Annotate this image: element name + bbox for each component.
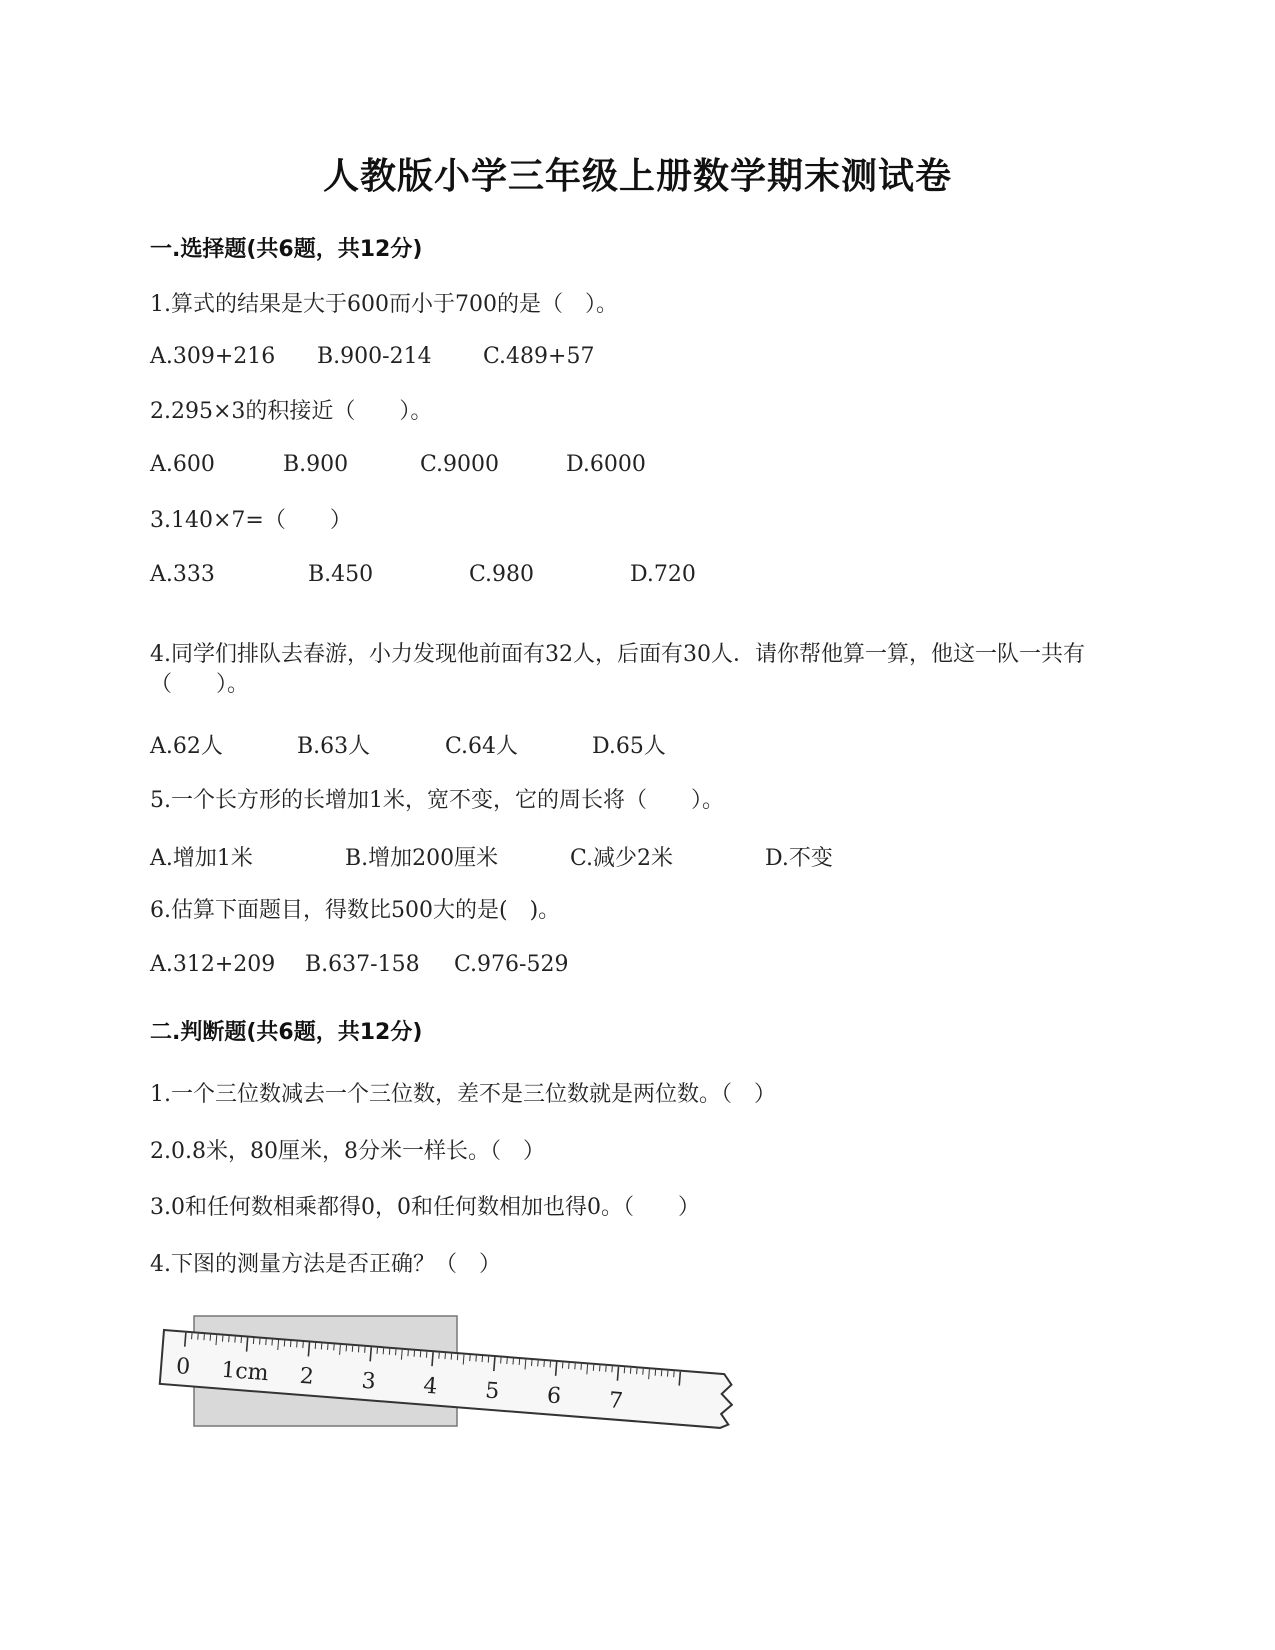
ruler-tick — [679, 1372, 680, 1386]
ruler-measurement-figure — [150, 1310, 770, 1440]
option-2c: C.9000 — [420, 452, 500, 477]
option-3c: C.980 — [469, 562, 535, 587]
judgment-3: 3.0和任何数相乘都得0，0和任何数相加也得0。（ ） — [150, 1195, 700, 1220]
judgment-1: 1.一个三位数减去一个三位数，差不是三位数就是两位数。（ ） — [150, 1082, 776, 1107]
ruler-label-1cm: 1cm — [220, 1357, 270, 1387]
option-6b: B.637-158 — [305, 952, 420, 977]
ruler-tick — [432, 1352, 433, 1366]
option-6a: A.312+209 — [150, 952, 276, 977]
judgment-4: 4.下图的测量方法是否正确？（ ） — [150, 1252, 501, 1277]
page-title: 人教版小学三年级上册数学期末测试卷 — [322, 156, 952, 197]
section-heading-choice: 一.选择题(共6题，共12分) — [150, 237, 423, 262]
option-4c: C.64人 — [445, 734, 519, 759]
question-3: 3.140×7=（ ） — [150, 508, 352, 533]
option-4d: D.65人 — [592, 734, 666, 759]
ruler-tick — [370, 1347, 371, 1361]
ruler-tick — [556, 1362, 557, 1376]
ruler-label-0: 0 — [175, 1354, 192, 1381]
ruler-tick — [308, 1342, 309, 1356]
option-6c: C.976-529 — [454, 952, 569, 977]
ruler-label-2: 2 — [298, 1363, 315, 1390]
option-2a: A.600 — [150, 452, 215, 477]
option-2d: D.6000 — [566, 452, 646, 477]
option-5c: C.减少2米 — [570, 846, 674, 871]
option-1c: C.489+57 — [483, 344, 595, 369]
option-3a: A.333 — [150, 562, 215, 587]
ruler-tick — [185, 1333, 186, 1347]
ruler-label-3: 3 — [360, 1368, 377, 1395]
option-1a: A.309+216 — [150, 344, 276, 369]
question-2: 2.295×3的积接近（ ）。 — [150, 399, 433, 424]
option-4a: A.62人 — [150, 734, 223, 759]
ruler-label-5: 5 — [484, 1378, 501, 1405]
option-2b: B.900 — [283, 452, 349, 477]
question-6: 6.估算下面题目，得数比500大的是( )。 — [150, 898, 561, 923]
option-5a: A.增加1米 — [150, 846, 253, 871]
question-1: 1.算式的结果是大于600而小于700的是（ ）。 — [150, 292, 618, 317]
question-4: 4.同学们排队去春游，小力发现他前面有32人，后面有30人．请你帮他算一算，他这一队一共有（ ）。 — [150, 642, 1085, 697]
option-5d: D.不变 — [765, 846, 833, 871]
option-5b: B.增加200厘米 — [345, 846, 499, 871]
option-3b: B.450 — [308, 562, 374, 587]
option-1b: B.900-214 — [317, 344, 432, 369]
judgment-2: 2.0.8米，80厘米，8分米一样长。（ ） — [150, 1139, 545, 1164]
option-3d: D.720 — [630, 562, 696, 587]
question-5: 5.一个长方形的长增加1米，宽不变，它的周长将（ ）。 — [150, 788, 724, 813]
ruler-tick — [617, 1367, 618, 1381]
ruler-label-7: 7 — [607, 1388, 624, 1415]
option-4b: B.63人 — [297, 734, 371, 759]
ruler-label-6: 6 — [546, 1383, 562, 1410]
ruler-label-4: 4 — [422, 1373, 439, 1400]
section-heading-judgment: 二.判断题(共6题，共12分) — [150, 1020, 423, 1045]
ruler-tick — [247, 1338, 248, 1352]
ruler-tick — [494, 1357, 495, 1371]
